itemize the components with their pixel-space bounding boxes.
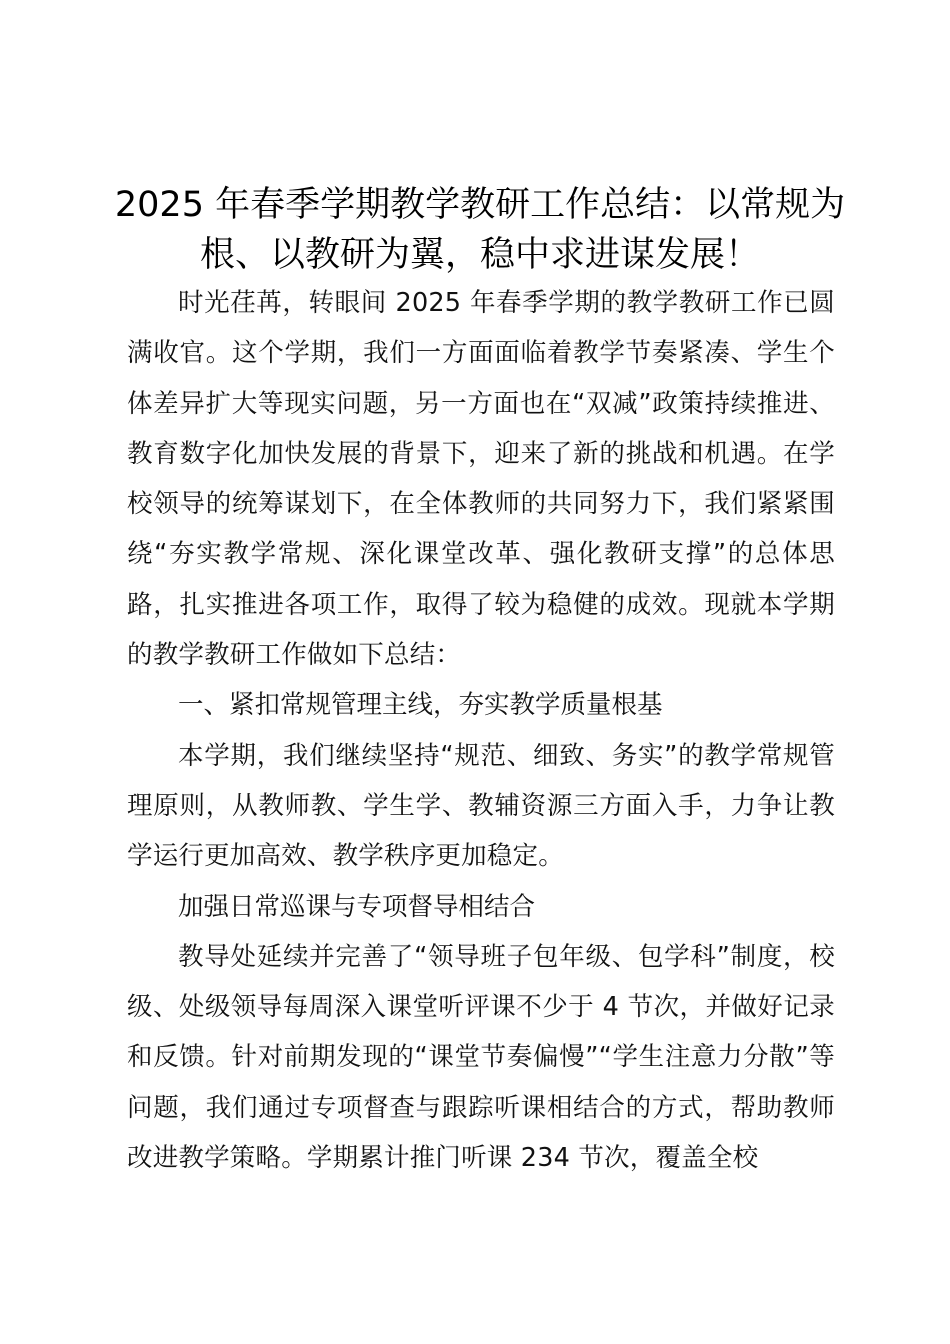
document-body bbox=[127, 278, 835, 1183]
section-heading-1: 一、紧扣常规管理主线，夯实教学质量根基 bbox=[178, 690, 663, 721]
section-1-paragraph: 本学期，我们继续坚持“规范、细致、务实”的教学常规管理原则，从教师教、学生学、教辅资源三方面入手，力争让教学运行更加高效、教学秩序更加稳定。 bbox=[127, 740, 835, 872]
subsection-heading: 加强日常巡课与专项督导相结合 bbox=[178, 891, 536, 922]
subsection-paragraph: 教导处延续并完善了“领导班子包年级、包学科”制度，校级、处级领导每周深入课堂听评课不少于 4 节次，并做好记录和反馈。针对前期发现的“课堂节奏偏慢”“学生注意力分散”等问题，我们通过专项督查与跟踪听课相结合的方式，帮助教师改进教学策略。学期累计推门听课 234 节次，覆盖全校 bbox=[127, 941, 835, 1174]
intro-paragraph: 时光荏苒，转眼间 2025 年春季学期的教学教研工作已圆满收官。这个学期，我们一方面面临着教学节奏紧凑、学生个体差异扩大等现实问题，另一方面也在“双减”政策持续推进、教育数字化加快发展的背景下，迎来了新的挑战和机遇。在学校领导的统筹谋划下，在全体教师的共同努力下，我们紧紧围绕“夯实教学常规、深化课堂改革、强化教研支撑”的总体思路，扎实推进各项工作，取得了较为稳健的成效。现就本学期的教学教研工作做如下总结： bbox=[127, 288, 835, 671]
document-title: 2025 年春季学期教学教研工作总结：以常规为根、以教研为翼，稳中求进谋发展！ bbox=[114, 185, 846, 275]
